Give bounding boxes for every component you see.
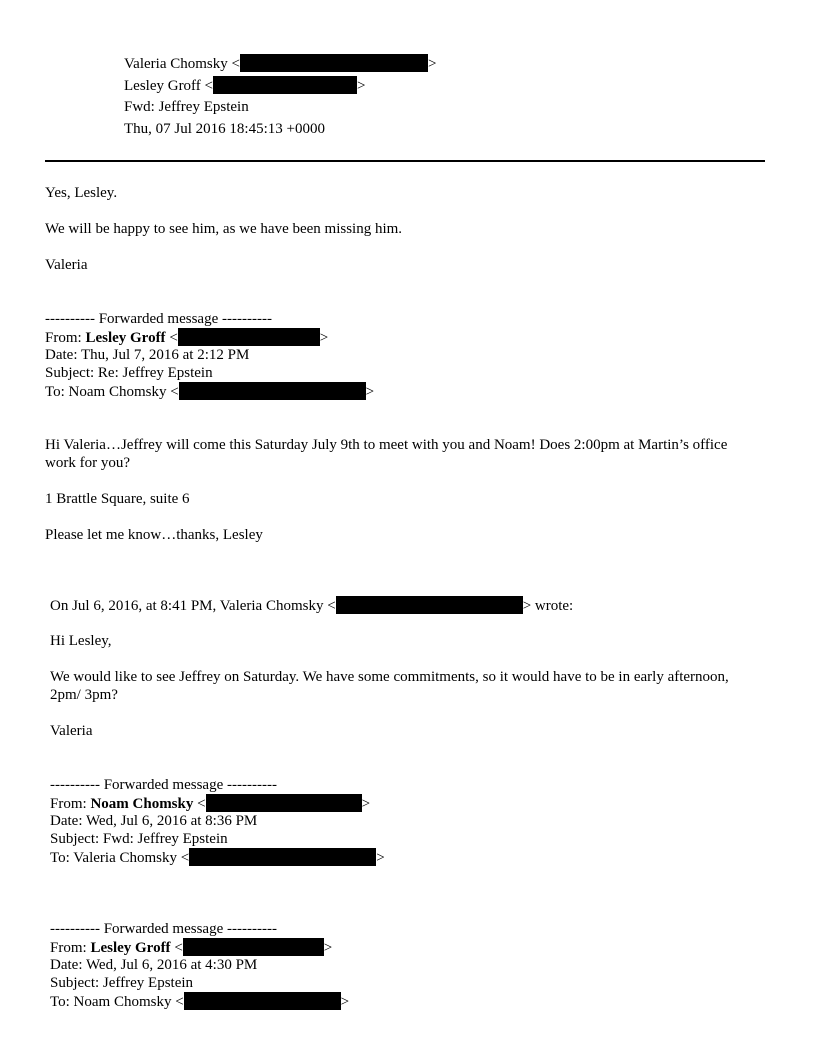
redaction-block	[184, 992, 341, 1010]
forward-subject: Subject: Jeffrey Epstein	[50, 975, 194, 991]
angle-open: <	[193, 796, 206, 812]
forward-date: Date: Wed, Jul 6, 2016 at 4:30 PM	[50, 957, 258, 973]
angle-open: <	[165, 330, 178, 346]
from-prefix: From:	[50, 796, 91, 812]
forward-to	[45, 382, 374, 401]
angle-close: >	[361, 796, 371, 812]
redaction-block	[336, 596, 523, 614]
quote-attribution	[50, 596, 573, 615]
angle-close: >	[376, 850, 385, 866]
to-name: Lesley Groff <	[124, 78, 213, 94]
forward-from	[45, 328, 328, 347]
from-name: Noam Chomsky	[90, 796, 194, 812]
from-prefix: From:	[45, 330, 86, 346]
header-divider	[45, 160, 765, 162]
address-line: 1 Brattle Square, suite 6	[45, 491, 190, 507]
reply-signoff: Valeria	[45, 257, 88, 273]
quote-paragraph: We would like to see Jeffrey on Saturday. We have some commitments, so it would have to be in early afternoon, 2pm/ 3pm?	[50, 669, 729, 703]
forward-divider: ---------- Forwarded message ----------	[50, 921, 277, 937]
attribution-suffix: > wrote:	[522, 598, 574, 614]
redaction-block	[189, 848, 376, 866]
to-prefix: To: Noam Chomsky <	[50, 994, 184, 1010]
angle-close: >	[340, 994, 350, 1010]
redaction-block	[213, 76, 357, 94]
to-value	[124, 76, 365, 95]
redaction-block	[206, 794, 362, 812]
reply-line: We will be happy to see him, as we have been missing him.	[45, 221, 403, 237]
forward-divider: ---------- Forwarded message ----------	[50, 777, 277, 793]
forward-subject: Subject: Re: Jeffrey Epstein	[45, 365, 213, 381]
forward-date: Date: Thu, Jul 7, 2016 at 2:12 PM	[45, 347, 250, 363]
angle-close: >	[365, 384, 375, 400]
redaction-block	[183, 938, 324, 956]
forward-divider: ---------- Forwarded message ----------	[45, 311, 272, 327]
from-prefix: From:	[50, 940, 91, 956]
forward-from	[50, 938, 332, 957]
quote-signoff: Valeria	[50, 723, 93, 739]
redaction-block	[240, 54, 428, 72]
date-value: Thu, 07 Jul 2016 18:45:13 +0000	[124, 121, 325, 137]
forward-to	[50, 848, 385, 867]
attribution-prefix: On Jul 6, 2016, at 8:41 PM, Valeria Chomsky <	[50, 598, 336, 614]
to-prefix: To: Noam Chomsky <	[45, 384, 179, 400]
forward-date: Date: Wed, Jul 6, 2016 at 8:36 PM	[50, 813, 258, 829]
reply-line: Yes, Lesley.	[45, 185, 118, 201]
from-name: Lesley Groff	[90, 940, 171, 956]
forward-subject: Subject: Fwd: Jeffrey Epstein	[50, 831, 228, 847]
angle-close: >	[357, 78, 366, 94]
redaction-block	[179, 382, 366, 400]
redaction-block	[178, 328, 320, 346]
message-paragraph: Hi Valeria…Jeffrey will come this Saturday July 9th to meet with you and Noam! Does 2:00pm at Martin’s office work for you?	[45, 437, 728, 471]
from-value	[124, 54, 436, 73]
angle-close: >	[427, 56, 437, 72]
quote-greeting: Hi Lesley,	[50, 633, 112, 649]
forward-from	[50, 794, 370, 813]
angle-open: <	[170, 940, 183, 956]
angle-close: >	[319, 330, 329, 346]
from-name: Lesley Groff	[85, 330, 166, 346]
to-prefix: To: Valeria Chomsky <	[50, 850, 190, 866]
angle-close: >	[323, 940, 333, 956]
from-name: Valeria Chomsky <	[124, 56, 240, 72]
subject-value: Fwd: Jeffrey Epstein	[124, 99, 249, 115]
closing-line: Please let me know…thanks, Lesley	[45, 527, 263, 543]
forward-to	[50, 992, 349, 1011]
